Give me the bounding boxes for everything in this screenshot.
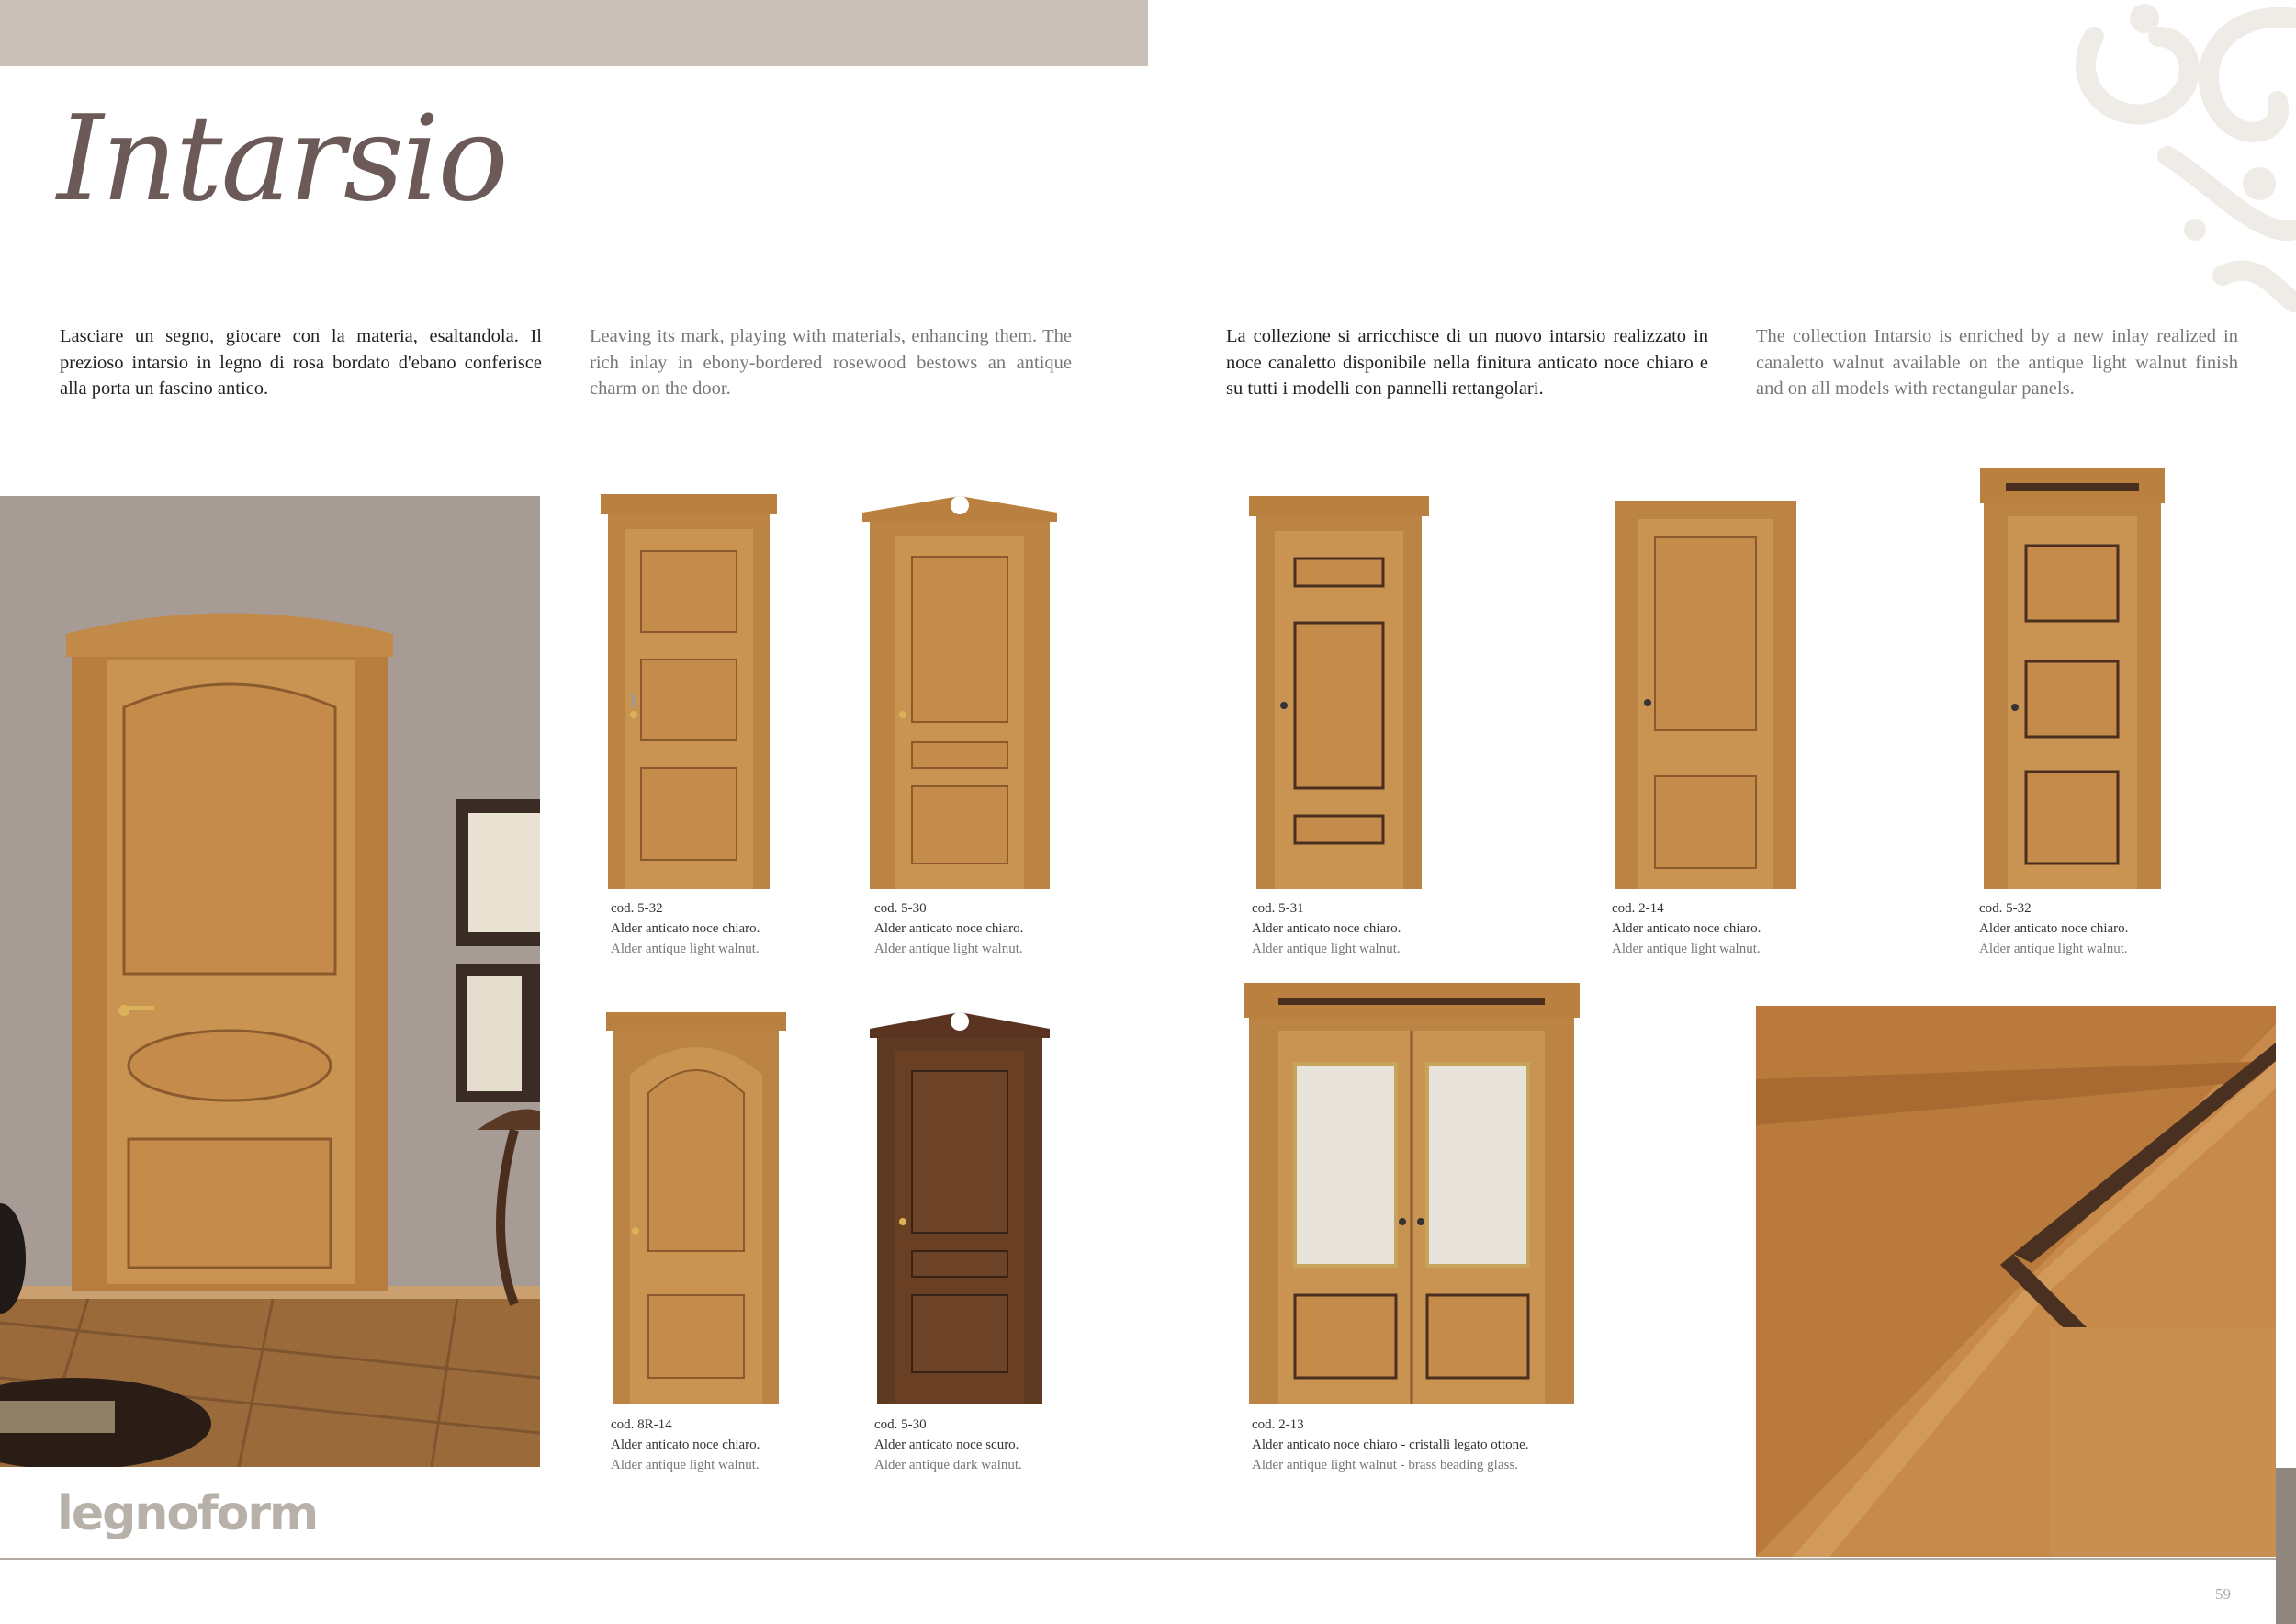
door-finish-it: Alder anticato noce chiaro - cristalli legato ottone. (1252, 1438, 1529, 1452)
caption-door-2 (874, 898, 1023, 959)
page-number: 59 (2215, 1585, 2231, 1603)
door-code: cod. 5-30 (874, 1417, 927, 1432)
door-finish-en: Alder antique light walnut. (1612, 942, 1761, 956)
ornament-swirl (1984, 0, 2296, 312)
room-photo (0, 496, 540, 1467)
door-2-14-image (1609, 501, 1802, 889)
door-finish-en: Alder antique light walnut - brass beading glass. (1252, 1458, 1518, 1472)
door-code: cod. 2-13 (1252, 1417, 1304, 1432)
intro-italian-left: Lasciare un segno, giocare con la materia, esaltandola. Il prezioso intarsio in legno di rosa bordato d'ebano conferisce alla porta un fascino antico. (60, 326, 542, 399)
caption-door-7 (874, 1415, 1022, 1475)
intro-italian-right: La collezione si arricchisce di un nuovo intarsio realizzato in noce canaletto disponibile nella finitura anticato noce chiaro e su tutti i modelli con pannelli rettangolari. (1226, 326, 1708, 399)
door-5-31-image (1247, 494, 1431, 889)
door-5-32-inlay-image (1978, 468, 2167, 889)
door-finish-it: Alder anticato noce chiaro. (1612, 921, 1761, 936)
door-finish-it: Alder anticato noce scuro. (874, 1438, 1019, 1452)
door-code: cod. 5-31 (1252, 901, 1304, 916)
door-code: cod. 8R-14 (611, 1417, 672, 1432)
door-code: cod. 5-30 (874, 901, 927, 916)
door-2-13-double-image (1242, 983, 1581, 1404)
door-5-30-image (859, 494, 1061, 889)
door-finish-en: Alder antique dark walnut. (874, 1458, 1022, 1472)
page-title: Intarsio (57, 91, 507, 228)
door-finish-it: Alder anticato noce chiaro. (874, 921, 1024, 936)
caption-door-3 (1252, 898, 1401, 959)
door-code: cod. 5-32 (611, 901, 663, 916)
door-finish-en: Alder antique light walnut. (874, 942, 1023, 956)
door-finish-it: Alder anticato noce chiaro. (1979, 921, 2129, 936)
caption-door-6 (611, 1415, 760, 1475)
caption-door-4 (1612, 898, 1761, 959)
door-finish-en: Alder antique light walnut. (611, 1458, 760, 1472)
brand-logo: legnoform (57, 1486, 318, 1541)
door-code: cod. 5-32 (1979, 901, 2032, 916)
footer-divider (0, 1558, 2296, 1560)
caption-door-8 (1252, 1415, 1529, 1475)
top-banner (0, 0, 1148, 66)
door-5-30-dark-image (868, 1010, 1052, 1404)
inlay-closeup-photo (1756, 1006, 2276, 1557)
caption-door-1 (611, 898, 760, 959)
door-finish-en: Alder antique light walnut. (1979, 942, 2128, 956)
door-finish-it: Alder anticato noce chiaro. (1252, 921, 1401, 936)
door-finish-en: Alder antique light walnut. (611, 942, 760, 956)
door-code: cod. 2-14 (1612, 901, 1664, 916)
door-5-32-image (597, 494, 781, 889)
page-edge-tab (2276, 1468, 2296, 1624)
door-finish-en: Alder antique light walnut. (1252, 942, 1401, 956)
door-8r-14-image (604, 1010, 788, 1404)
intro-english-right: The collection Intarsio is enriched by a new inlay realized in canaletto walnut available on the antique light walnut finish and on all models with rectangular panels. (1756, 326, 2238, 399)
caption-door-5 (1979, 898, 2128, 959)
intro-english-left: Leaving its mark, playing with materials, enhancing them. The rich inlay in ebony-bordered rosewood bestows an antique charm on the door. (590, 326, 1072, 399)
door-finish-it: Alder anticato noce chiaro. (611, 921, 760, 936)
door-finish-it: Alder anticato noce chiaro. (611, 1438, 760, 1452)
